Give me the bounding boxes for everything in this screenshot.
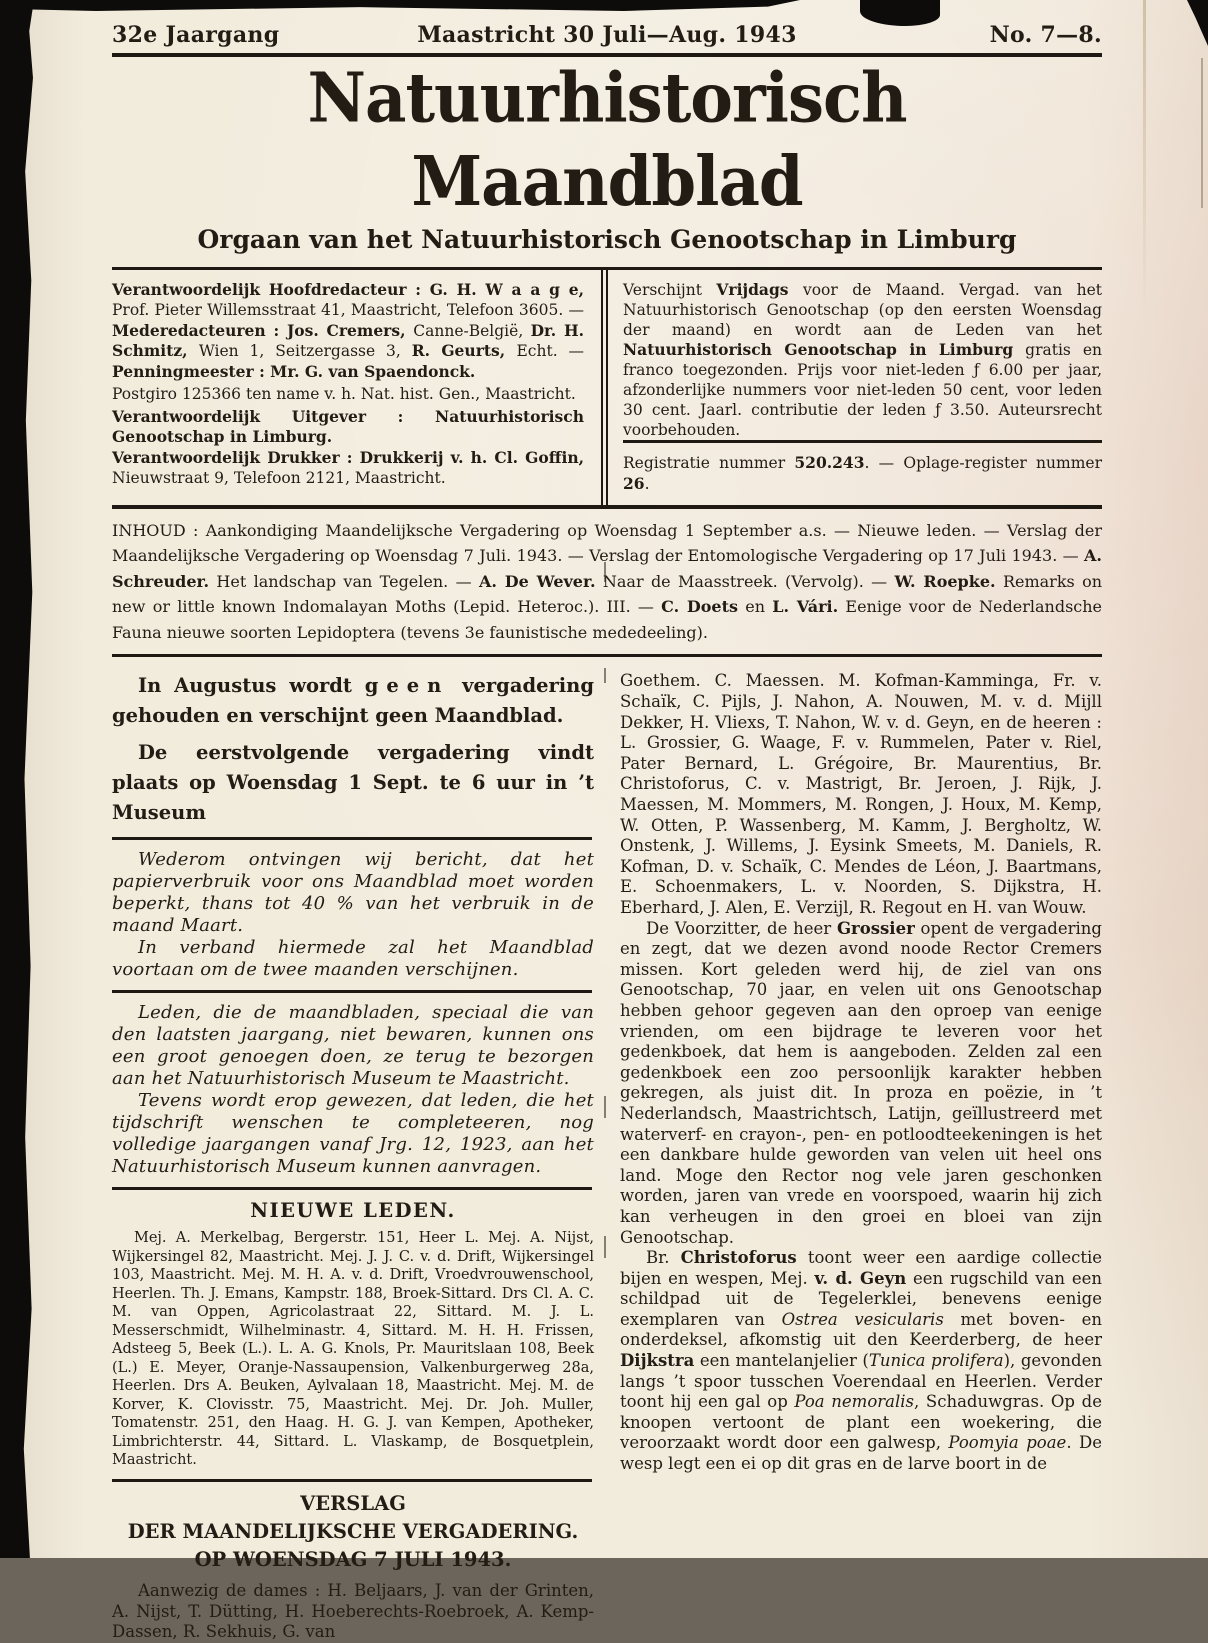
header-rule [112,53,1102,57]
text-segment: R. Geurts, [411,341,517,361]
text-segment: voor de Maand. Vergad. van het Natuurhistorisch Genootschap (op den eersten Woensdag der maand) en wordt aan de Leden van het [623,281,1102,339]
text-segment: 26 [623,474,645,494]
text-segment: , Schaduwgras. Op de knoopen vertoont de plant een woekering, die veroorzaakt wordt door een galwesp, [620,1392,1102,1453]
new-members-list: Mej. A. Merkelbag, Bergerstr. 151, Heer L. Mej. A. Nijst, Wijkersingel 82, Maastricht. Mej. J. J. C. v. d. Drift, Wijkersingel 103, Maastricht. Mej. M. H. A. v. d. Drift, Vroedvrouwenschool, Heerlen. Th. J. Emans, Kampstr. 188, Broek-Sittard. Drs Cl. A. C. M. van Oppen, Agricolastraat 22, Sittard. M. J. L. Messerschmidt, Wilhelminastr. 4, Sittard. M. H. H. Frissen, Adsteeg 5, Beek (L.). L. A. G. Knols, Pr. Mauritslaan 108, Beek (L.) E. Meyer, Oranje-Nassaupension, Valkenburgerweg 28a, Heerlen. Drs A. Beuken, Aylvalaan 18, Maastricht. Mej. M. de Korver, K. Clovisstr. 75, Maastricht. Mej. Dr. Joh. Muller, Tomatenstr. 251, den Haag. H. G. J. van Kempen, Apotheker, Limbrichterstr. 44, Sittard. L. Vlaskamp, de Bosquetplein, Maastricht. [112,1230,594,1469]
text-segment: Poomyia poae [948,1433,1067,1453]
text-segment: v. d. Geyn [814,1268,907,1288]
scan-artifact-right-line [1201,58,1203,208]
meeting-report-paragraph-2 [620,1248,1102,1475]
text-segment: A. De Wever. [478,571,596,591]
date-label: Maastricht 30 Juli—Aug. 1943 [417,22,797,48]
text-segment: Het landschap van Tegelen. — [209,571,479,591]
text-segment: A. Schreuder. [112,546,1102,591]
masthead [112,267,1102,509]
text-segment: toont weer een aardige collectie bijen en wespen, Mej. [620,1248,1102,1288]
notice-paper-restriction: Wederom ontvingen wij bericht, dat het papierverbruik voor ons Maandblad moet worden beperkt, thans tot 40 % van het verbruik in de maand Maart. [112,849,594,937]
volume-label: 32e Jaargang [112,22,280,48]
postgiro-line: Postgiro 125366 ten name v. h. Nat. hist. Gen., Maastricht. [112,384,576,403]
masthead-divider [601,270,608,505]
masthead-editorial-block [112,280,593,495]
page-content [112,22,1102,1643]
text-segment: Poa nemoralis [794,1392,915,1412]
journal-title: Natuurhistorisch Maandblad [307,58,907,223]
text-segment: geen [364,674,450,698]
text-segment: Nieuwstraat 9, Telefoon 2121, Maastricht. [112,469,446,488]
text-segment: . De wesp legt een ei op dit gras en de larve boort in de [620,1433,1103,1474]
left-column-rule [112,1187,592,1190]
text-segment: Ostrea vesicularis [781,1309,944,1329]
report-heading-line-2: DER MAANDELIJKSCHE VERGADERING. [127,1519,579,1543]
text-segment: Natuurhistorisch Genootschap in Limburg [623,340,1014,360]
text-segment: Penningmeester : Mr. G. van Spaendonck. [112,362,476,382]
scan-artifact-top-right [1180,0,1208,46]
text-segment: . — Oplage-register nummer [864,454,1102,473]
text-segment: C. Doets [661,597,738,617]
journal-subtitle: Orgaan van het Natuurhistorisch Genootschap in Limburg [197,225,1017,254]
publisher-line: Verantwoordelijk Uitgever : Natuurhistorisch Genootschap in Limburg. [112,406,584,446]
text-segment: Remarks on new or little known Indomalayan Moths (Lepid. Heteroc.). III. — [112,571,1103,617]
notice-complete-volumes: Tevens wordt erop gewezen, dat leden, die het tijdschrift wenschen te completeeren, nog volledige jaargangen vanaf Jrg. 12, 1923, aan het Natuurhistorisch Museum kunnen aanvragen. [112,1090,594,1178]
report-heading-line-3: OP WOENSDAG 7 JULI 1943. [194,1547,512,1571]
scan-artifact-left-edge [0,0,34,1558]
attendees-continued: Goethem. C. Maessen. M. Kofman-Kamminga, Fr. v. Schaïk, C. Pijls, J. Nahon, A. Nouwen, M. v. d. Mijll Dekker, H. Vliexs, T. Nahon, W. v. d. Geyn, en de heeren : L. Grossier, G. Waage, F. v. Rummelen, Pater v. Riel, Pater Bernard, L. Grégoire, Br. Maurentius, Br. Christoforus, C. v. Mastrigt, Br. Jeroen, J. Rijk, J. Maessen, M. Mommers, M. Rongen, J. Houx, M. Kemp, W. Otten, P. Wassenberg, M. Kamm, J. Bergholtz, W. Onstenk, J. Willems, J. Eysink Smeets, M. Daniels, R. Kofman, D. v. Schaïk, C. Mendes de Léon, J. Baartmans, E. Schoenmakers, L. v. Noorden, S. Dijkstra, H. Eberhard, J. Alen, E. Verzijl, R. Regout en H. van Wouw. [620,671,1102,917]
issue-number-label: No. 7—8. [989,22,1102,48]
left-column-rule [112,990,592,993]
printer-line [112,448,584,489]
text-segment: Verantwoordelijk Hoofdredacteur : G. H. W a a g e, [112,280,584,299]
text-segment: 520.243 [794,453,865,473]
contents-rule [112,654,1102,657]
text-segment: Br. [646,1248,681,1268]
attendees-paragraph: Aanwezig de dames : H. Beljaars, J. van der Grinten, A. Nijst, T. Dütting, H. Hoeberechts-Roebroek, A. Kemp-Dassen, R. Sekhuis, G. van [112,1580,594,1642]
notice-bimonthly: In verband hiermede zal het Maandblad voortaan om de twee maanden verschijnen. [112,937,594,981]
text-segment: L. Vári. [772,597,839,617]
publication-info-paragraph [623,280,1102,440]
text-segment: W. Roepke. [894,571,996,591]
paper-crease [1143,0,1146,320]
text-segment: Tunica prolifera [868,1351,1004,1371]
text-segment: Christoforus [680,1248,797,1268]
left-column [112,671,594,1642]
text-segment: een rugschild van een schildpad uit de Tegelerklei, benevens eenige exemplaren van [620,1268,1102,1329]
left-column-rule [112,837,592,840]
text-segment: Verschijnt [623,281,717,299]
text-segment: Vrijdags [716,280,789,299]
announcement-no-meeting [112,671,594,731]
right-column [620,671,1102,1642]
editors-paragraph [112,280,584,383]
text-segment: Naar de Maasstreek. (Vervolg). — [595,571,895,591]
text-segment: Prof. Pieter Willemsstraat 41, Maastricht, Telefoon 3605. — [112,300,584,319]
text-segment: In Augustus wordt [138,674,365,698]
masthead-publication-block [616,280,1102,495]
body-columns [112,671,1102,1642]
text-segment: Registratie nummer [623,454,795,473]
text-segment: Canne-België, [413,321,531,340]
text-segment: vergadering gehouden en verschijnt geen Maandblad. [112,674,594,728]
left-column-rule [112,1479,592,1482]
text-segment: Mederedacteuren : Jos. Cremers, [112,320,414,340]
text-segment: een mantelanjelier ( [694,1351,869,1371]
registration-line [623,440,1102,495]
meeting-report-paragraph-1 [620,919,1102,1249]
notice-return-issues: Leden, die de maandbladen, speciaal die van den laatsten jaargang, niet bewaren, kunnen ons een groot genoegen doen, ze terug te bezorgen aan het Natuurhistorisch Museum te Maastricht. [112,1002,594,1090]
scan-artifact-top-edge [0,0,800,11]
text-segment: Grossier [836,918,915,938]
table-of-contents [112,518,1102,646]
text-segment: en [738,597,773,617]
text-segment: Eenige voor de Nederlandsche Fauna nieuwe soorten Lepidoptera (tevens 3e faunistische mededeeling). [112,597,1103,642]
text-segment: De Voorzitter, de heer [646,918,837,938]
text-segment: ), gevonden langs ’t spoor tusschen Voerendaal en Heerlen. Verder toont hij een gal op [620,1351,1102,1412]
text-segment: Verantwoordelijk Drukker : Drukkerij v. h. Cl. Goffin, [112,448,584,468]
text-segment: Dijkstra [620,1351,695,1371]
text-segment: Dr. H. Schmitz, [112,320,584,361]
text-segment: Echt. — [516,342,584,361]
new-members-heading: NIEUWE LEDEN. [250,1199,456,1223]
announcement-next-meeting: De eerstvolgende vergadering vindt plaats op Woensdag 1 Sept. te 6 uur in ’t Museum [112,741,594,825]
issue-header [112,22,1102,48]
text-segment: gratis en franco toegezonden. Prijs voor niet-leden ƒ 6.00 per jaar, afzonderlijke nummers voor niet-leden 50 cent, voor leden 30 cent. Jaarl. contributie der leden ƒ 3.50. Auteursrecht voorbehouden. [623,341,1102,439]
text-segment: INHOUD : Aankondiging Maandelijksche Vergadering op Woensdag 1 September a.s. — Nieuwe leden. — Verslag der Maandelijksche Vergadering op Woensdag 7 Juli. 1943. — Verslag der Entomologische Vergadering op 17 Juli 1943. — [112,520,1102,566]
text-segment: opent de vergadering en zegt, dat we dezen avond noode Rector Cremers missen. Kort geleden werd hij, de ziel van ons Genootschap, 70 jaar, en velen uit ons Genootschap hebben gehoor gegeven aan den oproep van eenige vrienden, om een bijdrage te leveren voor het gedenkboek, dat hem is aangeboden. Zelden zal een gedenkboek een zoo persoonlijk karakter hebben gekregen, als juist dit. In proza en poëzie, in ’t Nederlandsch, Maastrichtsch, Latijn, geïllustreerd met waterverf- en crayon-, pen- en potloodteekeningen is het een dankbare hulde geworden van velen uit heel ons land. Moge den Rector nog vele jaren geschonken worden, jaren van vrede en voorspoed, waarin hij zich kan verheugen in den groei en bloei van zijn Genootschap. [620,918,1102,1247]
text-segment: . [644,475,650,494]
text-segment: Wien 1, Seitzergasse 3, [198,342,412,361]
report-heading-line-1: VERSLAG [300,1491,406,1515]
text-segment: met boven- en onderdeksel, afkomstig uit den Keerderberg, de heer [620,1309,1103,1350]
